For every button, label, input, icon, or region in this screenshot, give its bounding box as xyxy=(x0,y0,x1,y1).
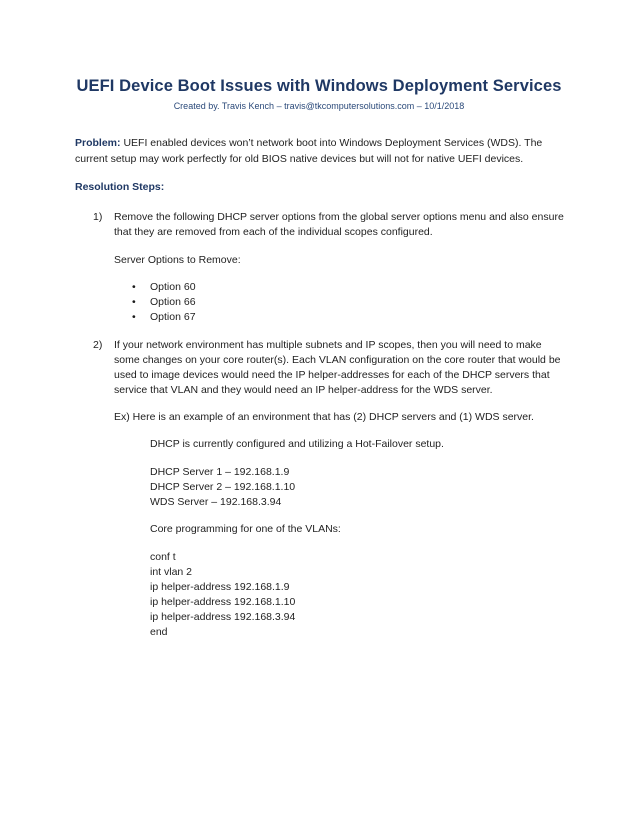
server-line: DHCP Server 1 – 192.168.1.9 xyxy=(150,466,290,478)
resolution-heading: Resolution Steps: xyxy=(75,181,165,193)
problem-paragraph xyxy=(75,136,542,152)
problem-label: Problem: xyxy=(75,137,121,149)
bullet-icon: • xyxy=(132,296,136,308)
dhcp-note: DHCP is currently configured and utilizing a Hot-Failover setup. xyxy=(150,438,444,450)
server-line: DHCP Server 2 – 192.168.1.10 xyxy=(150,481,296,493)
option-item: Option 67 xyxy=(150,311,196,323)
example-text: Ex) Here is an example of an environment that has (2) DHCP servers and (1) WDS server. xyxy=(114,411,534,423)
problem-text-line2: current setup may work perfectly for old BIOS native devices but will not for native UEFI devices. xyxy=(75,153,524,165)
step2-line4: service that VLAN and they would need an IP helper-address for the WDS server. xyxy=(114,384,493,396)
config-line: ip helper-address 192.168.3.94 xyxy=(150,611,296,623)
config-line: ip helper-address 192.168.1.10 xyxy=(150,596,296,608)
step1-line1: Remove the following DHCP server options from the global server options menu and also ensure xyxy=(114,211,564,223)
document-byline: Created by. Travis Kench – travis@tkcomputersolutions.com – 10/1/2018 xyxy=(173,101,465,111)
bullet-icon: • xyxy=(132,281,136,293)
step2-line3: used to image devices would need the IP helper-addresses for each of the DHCP servers that xyxy=(114,369,550,381)
config-line: int vlan 2 xyxy=(150,566,193,578)
step2-number: 2) xyxy=(93,339,103,351)
config-line: conf t xyxy=(150,551,176,563)
step2-line1: If your network environment has multiple subnets and IP scopes, then you will need to make xyxy=(114,339,542,351)
config-line: ip helper-address 192.168.1.9 xyxy=(150,581,290,593)
bullet-icon: • xyxy=(132,311,136,323)
step2-line2: some changes on your core router(s). Each VLAN configuration on the core router that would be xyxy=(114,354,561,366)
problem-text-line1: UEFI enabled devices won’t network boot into Windows Deployment Services (WDS). The xyxy=(123,137,543,149)
core-programming-heading: Core programming for one of the VLANs: xyxy=(150,523,341,535)
server-options-heading: Server Options to Remove: xyxy=(114,254,241,266)
server-line: WDS Server – 192.168.3.94 xyxy=(150,496,282,508)
option-item: Option 66 xyxy=(150,296,196,308)
config-line: end xyxy=(150,626,168,638)
step1-line2: that they are removed from each of the individual scopes configured. xyxy=(114,226,433,238)
document-title: UEFI Device Boot Issues with Windows Deployment Services xyxy=(76,77,562,95)
step1-number: 1) xyxy=(93,211,103,223)
option-item: Option 60 xyxy=(150,281,196,293)
